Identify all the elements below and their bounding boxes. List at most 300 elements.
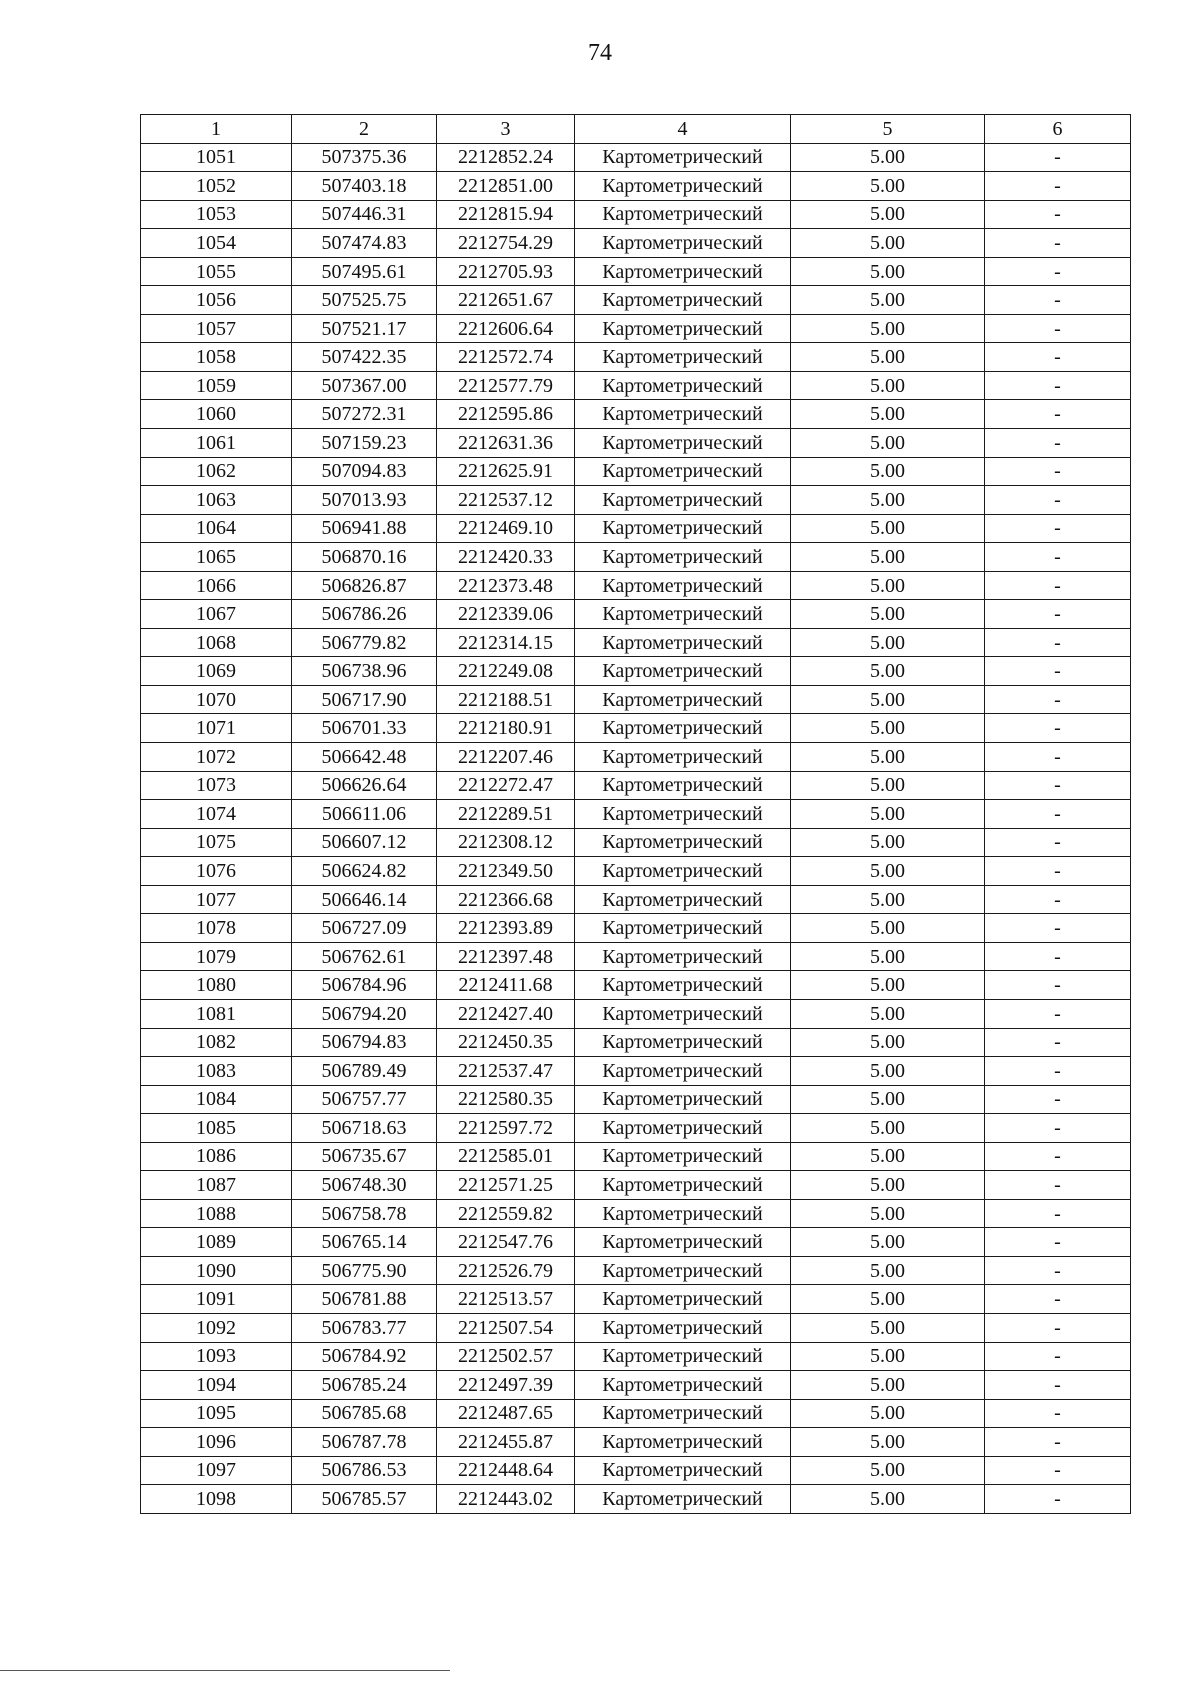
accuracy-cell: 5.00 <box>791 971 985 1000</box>
y-coordinate-cell: 2212339.06 <box>437 600 575 629</box>
point-number-cell: 1094 <box>141 1371 292 1400</box>
table-row <box>141 800 1131 829</box>
point-number-cell: 1070 <box>141 685 292 714</box>
y-coordinate-cell: 2212705.93 <box>437 257 575 286</box>
x-coordinate-cell: 506870.16 <box>292 543 437 572</box>
accuracy-cell: 5.00 <box>791 1199 985 1228</box>
method-cell: Картометрический <box>575 885 791 914</box>
point-number-cell: 1093 <box>141 1342 292 1371</box>
accuracy-cell: 5.00 <box>791 1313 985 1342</box>
x-coordinate-cell: 506624.82 <box>292 857 437 886</box>
method-cell: Картометрический <box>575 514 791 543</box>
point-number-cell: 1053 <box>141 200 292 229</box>
x-coordinate-cell: 506607.12 <box>292 828 437 857</box>
table-row <box>141 1256 1131 1285</box>
description-cell: - <box>985 229 1131 258</box>
y-coordinate-cell: 2212289.51 <box>437 800 575 829</box>
y-coordinate-cell: 2212207.46 <box>437 743 575 772</box>
x-coordinate-cell: 506717.90 <box>292 685 437 714</box>
description-cell: - <box>985 828 1131 857</box>
x-coordinate-cell: 507446.31 <box>292 200 437 229</box>
x-coordinate-cell: 506826.87 <box>292 571 437 600</box>
description-cell: - <box>985 657 1131 686</box>
accuracy-cell: 5.00 <box>791 1028 985 1057</box>
point-number-cell: 1060 <box>141 400 292 429</box>
x-coordinate-cell: 506757.77 <box>292 1085 437 1114</box>
method-cell: Картометрический <box>575 743 791 772</box>
table-row <box>141 172 1131 201</box>
point-number-cell: 1080 <box>141 971 292 1000</box>
accuracy-cell: 5.00 <box>791 486 985 515</box>
description-cell: - <box>985 314 1131 343</box>
table-row <box>141 1285 1131 1314</box>
description-cell: - <box>985 1285 1131 1314</box>
x-coordinate-cell: 506784.96 <box>292 971 437 1000</box>
accuracy-cell: 5.00 <box>791 885 985 914</box>
accuracy-cell: 5.00 <box>791 714 985 743</box>
y-coordinate-cell: 2212513.57 <box>437 1285 575 1314</box>
method-cell: Картометрический <box>575 343 791 372</box>
description-cell: - <box>985 628 1131 657</box>
header-cell-5: 5 <box>791 115 985 144</box>
x-coordinate-cell: 506646.14 <box>292 885 437 914</box>
table-row <box>141 771 1131 800</box>
table-row <box>141 743 1131 772</box>
y-coordinate-cell: 2212469.10 <box>437 514 575 543</box>
description-cell: - <box>985 514 1131 543</box>
method-cell: Картометрический <box>575 200 791 229</box>
y-coordinate-cell: 2212577.79 <box>437 371 575 400</box>
accuracy-cell: 5.00 <box>791 543 985 572</box>
point-number-cell: 1063 <box>141 486 292 515</box>
accuracy-cell: 5.00 <box>791 914 985 943</box>
description-cell: - <box>985 1085 1131 1114</box>
y-coordinate-cell: 2212411.68 <box>437 971 575 1000</box>
point-number-cell: 1062 <box>141 457 292 486</box>
point-number-cell: 1054 <box>141 229 292 258</box>
description-cell: - <box>985 1342 1131 1371</box>
table-row <box>141 371 1131 400</box>
method-cell: Картометрический <box>575 457 791 486</box>
accuracy-cell: 5.00 <box>791 1371 985 1400</box>
accuracy-cell: 5.00 <box>791 600 985 629</box>
accuracy-cell: 5.00 <box>791 999 985 1028</box>
table-row <box>141 942 1131 971</box>
y-coordinate-cell: 2212815.94 <box>437 200 575 229</box>
method-cell: Картометрический <box>575 600 791 629</box>
method-cell: Картометрический <box>575 429 791 458</box>
accuracy-cell: 5.00 <box>791 1256 985 1285</box>
x-coordinate-cell: 506611.06 <box>292 800 437 829</box>
x-coordinate-cell: 506789.49 <box>292 1057 437 1086</box>
description-cell: - <box>985 600 1131 629</box>
description-cell: - <box>985 457 1131 486</box>
point-number-cell: 1072 <box>141 743 292 772</box>
point-number-cell: 1076 <box>141 857 292 886</box>
x-coordinate-cell: 507094.83 <box>292 457 437 486</box>
description-cell: - <box>985 1057 1131 1086</box>
table-row <box>141 257 1131 286</box>
table-row <box>141 999 1131 1028</box>
method-cell: Картометрический <box>575 914 791 943</box>
method-cell: Картометрический <box>575 1485 791 1514</box>
method-cell: Картометрический <box>575 1285 791 1314</box>
accuracy-cell: 5.00 <box>791 314 985 343</box>
accuracy-cell: 5.00 <box>791 1228 985 1257</box>
y-coordinate-cell: 2212393.89 <box>437 914 575 943</box>
table-row <box>141 1456 1131 1485</box>
x-coordinate-cell: 506718.63 <box>292 1114 437 1143</box>
y-coordinate-cell: 2212537.47 <box>437 1057 575 1086</box>
table-row <box>141 200 1131 229</box>
method-cell: Картометрический <box>575 143 791 172</box>
y-coordinate-cell: 2212450.35 <box>437 1028 575 1057</box>
y-coordinate-cell: 2212631.36 <box>437 429 575 458</box>
accuracy-cell: 5.00 <box>791 828 985 857</box>
description-cell: - <box>985 1142 1131 1171</box>
description-cell: - <box>985 743 1131 772</box>
accuracy-cell: 5.00 <box>791 743 985 772</box>
header-cell-1: 1 <box>141 115 292 144</box>
description-cell: - <box>985 371 1131 400</box>
description-cell: - <box>985 714 1131 743</box>
point-number-cell: 1095 <box>141 1399 292 1428</box>
x-coordinate-cell: 507525.75 <box>292 286 437 315</box>
x-coordinate-cell: 506794.83 <box>292 1028 437 1057</box>
point-number-cell: 1097 <box>141 1456 292 1485</box>
accuracy-cell: 5.00 <box>791 429 985 458</box>
accuracy-cell: 5.00 <box>791 657 985 686</box>
y-coordinate-cell: 2212585.01 <box>437 1142 575 1171</box>
method-cell: Картометрический <box>575 1199 791 1228</box>
point-number-cell: 1068 <box>141 628 292 657</box>
point-number-cell: 1084 <box>141 1085 292 1114</box>
point-number-cell: 1075 <box>141 828 292 857</box>
description-cell: - <box>985 999 1131 1028</box>
x-coordinate-cell: 506738.96 <box>292 657 437 686</box>
point-number-cell: 1078 <box>141 914 292 943</box>
method-cell: Картометрический <box>575 400 791 429</box>
point-number-cell: 1098 <box>141 1485 292 1514</box>
point-number-cell: 1059 <box>141 371 292 400</box>
table-row <box>141 1085 1131 1114</box>
accuracy-cell: 5.00 <box>791 1142 985 1171</box>
x-coordinate-cell: 507375.36 <box>292 143 437 172</box>
point-number-cell: 1087 <box>141 1171 292 1200</box>
y-coordinate-cell: 2212420.33 <box>437 543 575 572</box>
y-coordinate-cell: 2212249.08 <box>437 657 575 686</box>
x-coordinate-cell: 507159.23 <box>292 429 437 458</box>
x-coordinate-cell: 506727.09 <box>292 914 437 943</box>
description-cell: - <box>985 1485 1131 1514</box>
method-cell: Картометрический <box>575 942 791 971</box>
description-cell: - <box>985 400 1131 429</box>
point-number-cell: 1073 <box>141 771 292 800</box>
x-coordinate-cell: 506642.48 <box>292 743 437 772</box>
y-coordinate-cell: 2212443.02 <box>437 1485 575 1514</box>
x-coordinate-cell: 506626.64 <box>292 771 437 800</box>
method-cell: Картометрический <box>575 1057 791 1086</box>
method-cell: Картометрический <box>575 1342 791 1371</box>
description-cell: - <box>985 771 1131 800</box>
table-row <box>141 486 1131 515</box>
header-row <box>141 115 1131 144</box>
y-coordinate-cell: 2212497.39 <box>437 1371 575 1400</box>
table-row <box>141 143 1131 172</box>
method-cell: Картометрический <box>575 828 791 857</box>
y-coordinate-cell: 2212427.40 <box>437 999 575 1028</box>
method-cell: Картометрический <box>575 800 791 829</box>
table-row <box>141 314 1131 343</box>
method-cell: Картометрический <box>575 685 791 714</box>
x-coordinate-cell: 507013.93 <box>292 486 437 515</box>
table-row <box>141 714 1131 743</box>
header-cell-6: 6 <box>985 115 1131 144</box>
description-cell: - <box>985 429 1131 458</box>
x-coordinate-cell: 506786.26 <box>292 600 437 629</box>
accuracy-cell: 5.00 <box>791 371 985 400</box>
accuracy-cell: 5.00 <box>791 343 985 372</box>
y-coordinate-cell: 2212754.29 <box>437 229 575 258</box>
y-coordinate-cell: 2212526.79 <box>437 1256 575 1285</box>
x-coordinate-cell: 506787.78 <box>292 1428 437 1457</box>
table-row <box>141 914 1131 943</box>
y-coordinate-cell: 2212606.64 <box>437 314 575 343</box>
y-coordinate-cell: 2212308.12 <box>437 828 575 857</box>
accuracy-cell: 5.00 <box>791 1428 985 1457</box>
point-number-cell: 1089 <box>141 1228 292 1257</box>
point-number-cell: 1079 <box>141 942 292 971</box>
method-cell: Картометрический <box>575 257 791 286</box>
point-number-cell: 1057 <box>141 314 292 343</box>
accuracy-cell: 5.00 <box>791 143 985 172</box>
y-coordinate-cell: 2212651.67 <box>437 286 575 315</box>
method-cell: Картометрический <box>575 971 791 1000</box>
point-number-cell: 1086 <box>141 1142 292 1171</box>
accuracy-cell: 5.00 <box>791 1057 985 1086</box>
method-cell: Картометрический <box>575 657 791 686</box>
accuracy-cell: 5.00 <box>791 1114 985 1143</box>
description-cell: - <box>985 571 1131 600</box>
description-cell: - <box>985 942 1131 971</box>
accuracy-cell: 5.00 <box>791 1456 985 1485</box>
method-cell: Картометрический <box>575 1313 791 1342</box>
point-number-cell: 1056 <box>141 286 292 315</box>
method-cell: Картометрический <box>575 172 791 201</box>
point-number-cell: 1069 <box>141 657 292 686</box>
description-cell: - <box>985 885 1131 914</box>
description-cell: - <box>985 343 1131 372</box>
table-row <box>141 1485 1131 1514</box>
table-row <box>141 457 1131 486</box>
y-coordinate-cell: 2212502.57 <box>437 1342 575 1371</box>
table-row <box>141 1114 1131 1143</box>
y-coordinate-cell: 2212349.50 <box>437 857 575 886</box>
table-row <box>141 1371 1131 1400</box>
y-coordinate-cell: 2212625.91 <box>437 457 575 486</box>
method-cell: Картометрический <box>575 486 791 515</box>
y-coordinate-cell: 2212559.82 <box>437 1199 575 1228</box>
description-cell: - <box>985 971 1131 1000</box>
table-row <box>141 1342 1131 1371</box>
accuracy-cell: 5.00 <box>791 286 985 315</box>
y-coordinate-cell: 2212597.72 <box>437 1114 575 1143</box>
x-coordinate-cell: 507422.35 <box>292 343 437 372</box>
description-cell: - <box>985 257 1131 286</box>
y-coordinate-cell: 2212455.87 <box>437 1428 575 1457</box>
y-coordinate-cell: 2212272.47 <box>437 771 575 800</box>
x-coordinate-cell: 506701.33 <box>292 714 437 743</box>
x-coordinate-cell: 507272.31 <box>292 400 437 429</box>
description-cell: - <box>985 914 1131 943</box>
y-coordinate-cell: 2212487.65 <box>437 1399 575 1428</box>
description-cell: - <box>985 1171 1131 1200</box>
description-cell: - <box>985 1256 1131 1285</box>
point-number-cell: 1092 <box>141 1313 292 1342</box>
bottom-rule <box>0 1670 450 1671</box>
accuracy-cell: 5.00 <box>791 800 985 829</box>
x-coordinate-cell: 506758.78 <box>292 1199 437 1228</box>
table-header <box>141 115 1131 144</box>
x-coordinate-cell: 506786.53 <box>292 1456 437 1485</box>
y-coordinate-cell: 2212852.24 <box>437 143 575 172</box>
point-number-cell: 1088 <box>141 1199 292 1228</box>
accuracy-cell: 5.00 <box>791 229 985 258</box>
table-row <box>141 514 1131 543</box>
method-cell: Картометрический <box>575 543 791 572</box>
description-cell: - <box>985 486 1131 515</box>
accuracy-cell: 5.00 <box>791 457 985 486</box>
table-row <box>141 429 1131 458</box>
x-coordinate-cell: 506784.92 <box>292 1342 437 1371</box>
method-cell: Картометрический <box>575 714 791 743</box>
accuracy-cell: 5.00 <box>791 1171 985 1200</box>
description-cell: - <box>985 685 1131 714</box>
table-row <box>141 1428 1131 1457</box>
table-row <box>141 600 1131 629</box>
coordinates-table <box>140 114 1131 1514</box>
method-cell: Картометрический <box>575 771 791 800</box>
table-row <box>141 229 1131 258</box>
point-number-cell: 1083 <box>141 1057 292 1086</box>
point-number-cell: 1065 <box>141 543 292 572</box>
method-cell: Картометрический <box>575 1399 791 1428</box>
x-coordinate-cell: 506765.14 <box>292 1228 437 1257</box>
point-number-cell: 1082 <box>141 1028 292 1057</box>
table-row <box>141 1228 1131 1257</box>
description-cell: - <box>985 543 1131 572</box>
method-cell: Картометрический <box>575 1114 791 1143</box>
accuracy-cell: 5.00 <box>791 771 985 800</box>
accuracy-cell: 5.00 <box>791 571 985 600</box>
x-coordinate-cell: 507403.18 <box>292 172 437 201</box>
accuracy-cell: 5.00 <box>791 514 985 543</box>
header-cell-2: 2 <box>292 115 437 144</box>
description-cell: - <box>985 1313 1131 1342</box>
y-coordinate-cell: 2212397.48 <box>437 942 575 971</box>
description-cell: - <box>985 200 1131 229</box>
description-cell: - <box>985 1399 1131 1428</box>
table-row <box>141 885 1131 914</box>
method-cell: Картометрический <box>575 628 791 657</box>
point-number-cell: 1096 <box>141 1428 292 1457</box>
accuracy-cell: 5.00 <box>791 1485 985 1514</box>
point-number-cell: 1091 <box>141 1285 292 1314</box>
method-cell: Картометрический <box>575 1171 791 1200</box>
table-row <box>141 571 1131 600</box>
table-row <box>141 343 1131 372</box>
table-row <box>141 857 1131 886</box>
y-coordinate-cell: 2212571.25 <box>437 1171 575 1200</box>
point-number-cell: 1067 <box>141 600 292 629</box>
point-number-cell: 1090 <box>141 1256 292 1285</box>
x-coordinate-cell: 506783.77 <box>292 1313 437 1342</box>
point-number-cell: 1058 <box>141 343 292 372</box>
method-cell: Картометрический <box>575 1028 791 1057</box>
method-cell: Картометрический <box>575 1228 791 1257</box>
description-cell: - <box>985 1028 1131 1057</box>
description-cell: - <box>985 1199 1131 1228</box>
table-body <box>141 143 1131 1513</box>
method-cell: Картометрический <box>575 857 791 886</box>
method-cell: Картометрический <box>575 286 791 315</box>
x-coordinate-cell: 506748.30 <box>292 1171 437 1200</box>
table-row <box>141 400 1131 429</box>
method-cell: Картометрический <box>575 999 791 1028</box>
y-coordinate-cell: 2212537.12 <box>437 486 575 515</box>
header-cell-3: 3 <box>437 115 575 144</box>
y-coordinate-cell: 2212851.00 <box>437 172 575 201</box>
point-number-cell: 1077 <box>141 885 292 914</box>
method-cell: Картометрический <box>575 314 791 343</box>
y-coordinate-cell: 2212580.35 <box>437 1085 575 1114</box>
accuracy-cell: 5.00 <box>791 628 985 657</box>
x-coordinate-cell: 507474.83 <box>292 229 437 258</box>
x-coordinate-cell: 507521.17 <box>292 314 437 343</box>
method-cell: Картометрический <box>575 1256 791 1285</box>
description-cell: - <box>985 1428 1131 1457</box>
accuracy-cell: 5.00 <box>791 857 985 886</box>
x-coordinate-cell: 506735.67 <box>292 1142 437 1171</box>
point-number-cell: 1081 <box>141 999 292 1028</box>
accuracy-cell: 5.00 <box>791 1085 985 1114</box>
method-cell: Картометрический <box>575 229 791 258</box>
point-number-cell: 1061 <box>141 429 292 458</box>
page-number: 74 <box>588 40 612 66</box>
point-number-cell: 1066 <box>141 571 292 600</box>
accuracy-cell: 5.00 <box>791 400 985 429</box>
accuracy-cell: 5.00 <box>791 1342 985 1371</box>
y-coordinate-cell: 2212373.48 <box>437 571 575 600</box>
table-row <box>141 971 1131 1000</box>
method-cell: Картометрический <box>575 371 791 400</box>
method-cell: Картометрический <box>575 571 791 600</box>
point-number-cell: 1055 <box>141 257 292 286</box>
point-number-cell: 1051 <box>141 143 292 172</box>
method-cell: Картометрический <box>575 1456 791 1485</box>
accuracy-cell: 5.00 <box>791 1285 985 1314</box>
x-coordinate-cell: 506941.88 <box>292 514 437 543</box>
table-row <box>141 1057 1131 1086</box>
method-cell: Картометрический <box>575 1085 791 1114</box>
table-row <box>141 543 1131 572</box>
table-row <box>141 1028 1131 1057</box>
method-cell: Картометрический <box>575 1142 791 1171</box>
y-coordinate-cell: 2212595.86 <box>437 400 575 429</box>
accuracy-cell: 5.00 <box>791 257 985 286</box>
table-row <box>141 628 1131 657</box>
description-cell: - <box>985 857 1131 886</box>
